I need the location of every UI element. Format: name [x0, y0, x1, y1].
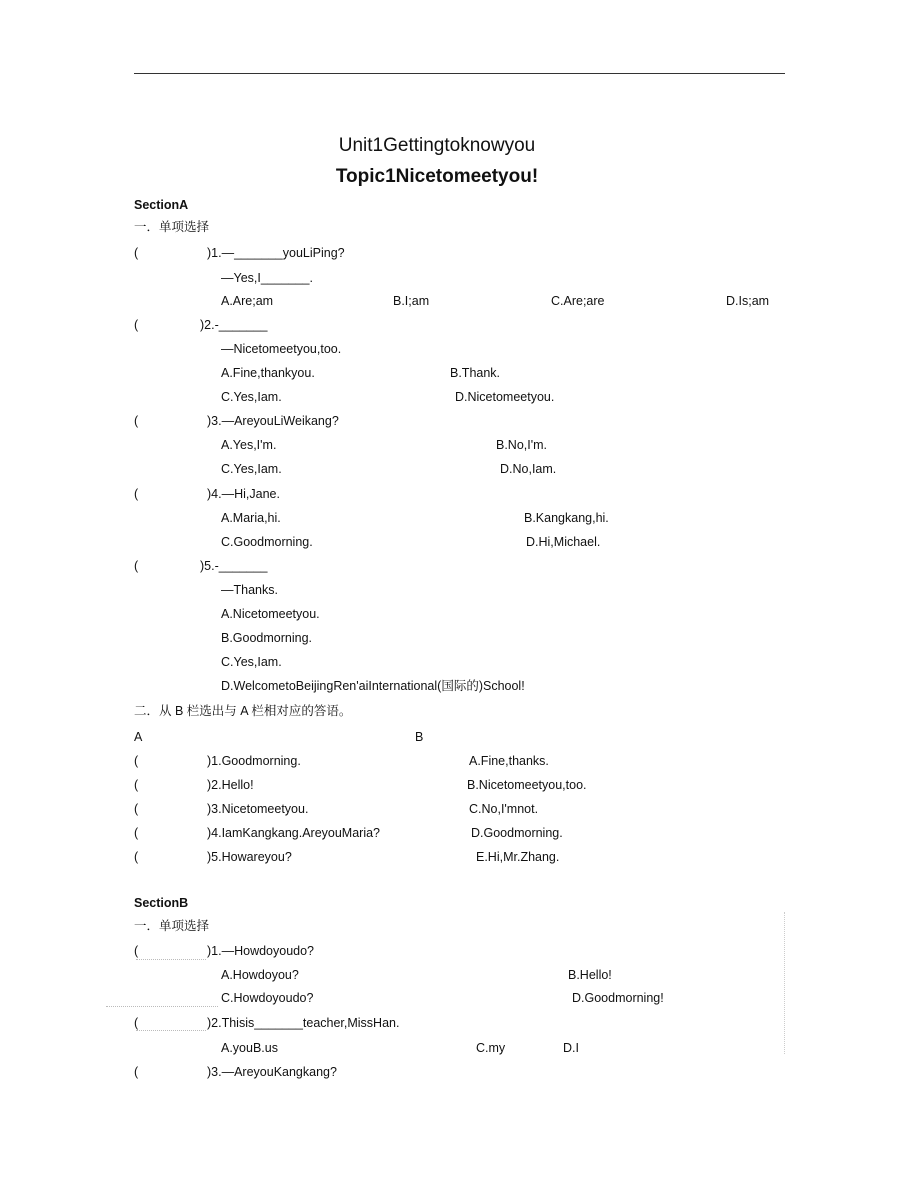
q-reply: —Yes,I_______. [221, 271, 313, 285]
option: D.No,Iam. [500, 462, 557, 476]
section-a-part2-heading: 二．从 B 栏选出与 A 栏相对应的答语。 [134, 704, 352, 718]
q-stem: )3.—AreyouLiWeikang? [207, 414, 339, 428]
option: A.Maria,hi. [221, 511, 281, 525]
match-paren: ( [134, 850, 139, 864]
section-a-part1-heading: 一．单项选择 [134, 220, 210, 234]
q-paren: ( [134, 1016, 139, 1030]
match-paren: ( [134, 778, 139, 792]
option: B.Goodmorning. [221, 631, 313, 645]
q-paren: ( [134, 487, 139, 501]
match-paren: ( [134, 826, 139, 840]
match-a: )1.Goodmorning. [207, 754, 301, 768]
match-b: B.Nicetomeetyou,too. [467, 778, 587, 792]
match-paren: ( [134, 802, 139, 816]
option: D.Is;am [726, 294, 770, 308]
option: B.No,I'm. [496, 438, 548, 452]
option: A.Yes,I'm. [221, 438, 277, 452]
scan-dotted-line [136, 959, 206, 960]
option: C.Are;are [551, 294, 605, 308]
option: D.Goodmorning! [572, 991, 664, 1005]
q-paren: ( [134, 944, 139, 958]
option: B.Thank. [450, 366, 501, 380]
unit-title: Unit1Gettingtoknowyou [338, 135, 536, 156]
option: C.Yes,Iam. [221, 390, 282, 404]
q-stem: )4.—Hi,Jane. [207, 487, 280, 501]
header-rule [134, 73, 785, 74]
q-stem: )1.—_______youLiPing? [207, 246, 345, 260]
match-a: )2.Hello! [207, 778, 254, 792]
option: B.Kangkang,hi. [524, 511, 609, 525]
match-a: )4.IamKangkang.AreyouMaria? [207, 826, 381, 840]
match-b: A.Fine,thanks. [469, 754, 549, 768]
option: A.Howdoyou? [221, 968, 299, 982]
option: C.Yes,Iam. [221, 462, 282, 476]
option: C.my [476, 1041, 506, 1055]
scan-dotted-line [106, 1006, 218, 1007]
q-paren: ( [134, 559, 139, 573]
column-b-label: B [415, 730, 424, 744]
q-stem: )3.—AreyouKangkang? [207, 1065, 337, 1079]
q-paren: ( [134, 414, 139, 428]
option: D.Nicetomeetyou. [455, 390, 555, 404]
option: D.I [563, 1041, 579, 1055]
option: A.Fine,thankyou. [221, 366, 315, 380]
option: C.Yes,Iam. [221, 655, 282, 669]
q-reply: —Nicetomeetyou,too. [221, 342, 342, 356]
q-paren: ( [134, 246, 139, 260]
q-stem: )2.Thisis_______teacher,MissHan. [207, 1016, 400, 1030]
q-reply: —Thanks. [221, 583, 278, 597]
option: A.Nicetomeetyou. [221, 607, 320, 621]
match-b: E.Hi,Mr.Zhang. [476, 850, 560, 864]
option: C.Goodmorning. [221, 535, 313, 549]
option: A.Are;am [221, 294, 274, 308]
option: A.youB.us [221, 1041, 278, 1055]
match-paren: ( [134, 754, 139, 768]
q-stem: )5.-_______ [200, 559, 268, 573]
option: D.WelcometoBeijingRen'aiInternational(国际的)School! [221, 679, 525, 693]
match-b: D.Goodmorning. [471, 826, 563, 840]
q-paren: ( [134, 318, 139, 332]
match-a: )5.Howareyou? [207, 850, 292, 864]
section-b-part1-heading: 一．单项选择 [134, 919, 210, 933]
option: B.Hello! [568, 968, 612, 982]
option: C.Howdoyoudo? [221, 991, 314, 1005]
match-a: )3.Nicetomeetyou. [207, 802, 309, 816]
q-stem: )1.—Howdoyoudo? [207, 944, 315, 958]
section-a-heading: SectionA [134, 198, 189, 212]
q-stem: )2.-_______ [200, 318, 268, 332]
column-a-label: A [134, 730, 143, 744]
topic-title: Topic1Nicetomeetyou! [335, 166, 539, 187]
q-paren: ( [134, 1065, 139, 1079]
option: D.Hi,Michael. [526, 535, 601, 549]
scan-dotted-line [136, 1030, 206, 1031]
match-b: C.No,I'mnot. [469, 802, 539, 816]
section-b-heading: SectionB [134, 896, 189, 910]
option: B.I;am [393, 294, 430, 308]
scan-border [784, 912, 785, 1054]
